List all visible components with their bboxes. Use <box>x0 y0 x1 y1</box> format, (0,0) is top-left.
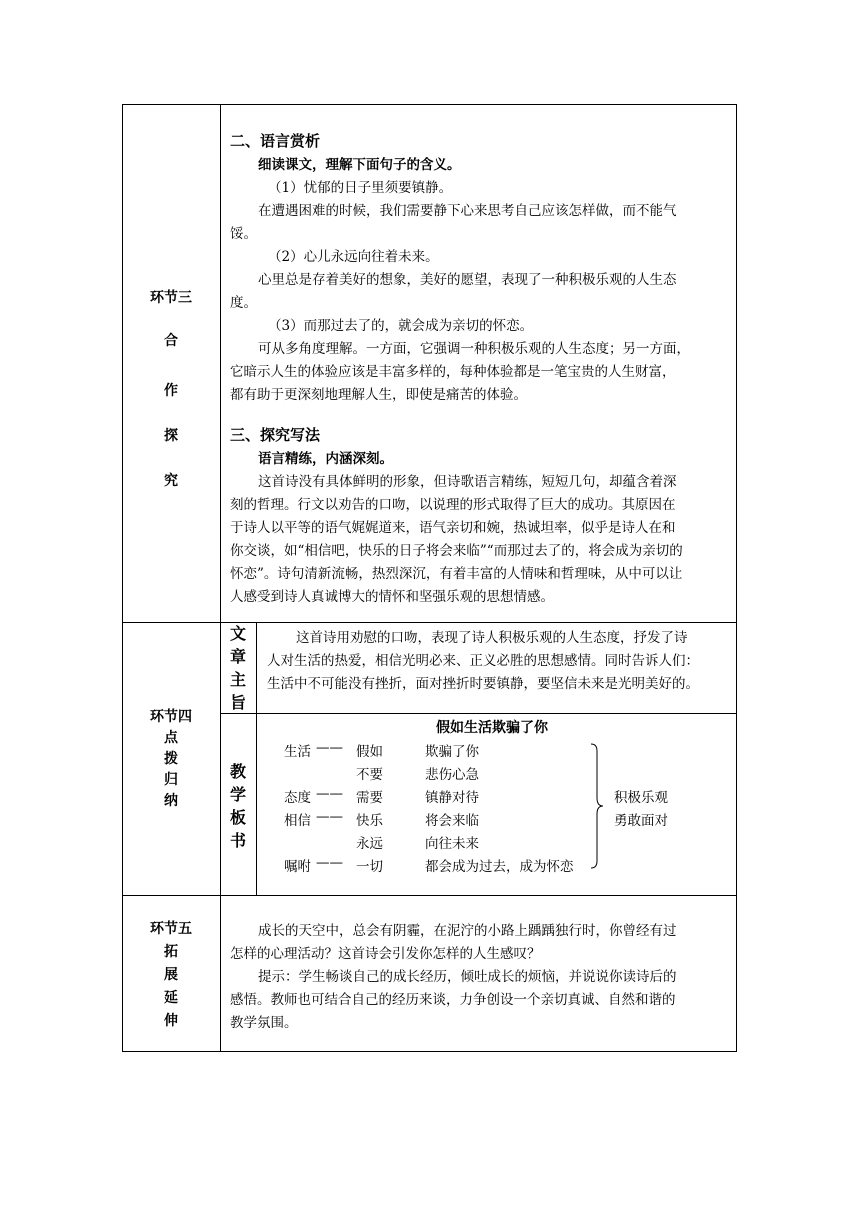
stage-char: 合 <box>164 333 178 349</box>
answer-3-line: 都有助于更深刻地理解人生，即使是痛苦的体验。 <box>230 387 527 403</box>
row-divider-theme <box>220 713 737 714</box>
writing-analysis-line: 怀恋”。诗句清新流畅，热烈深沉，有着丰富的人情味和哲理味，从中可以让 <box>230 566 683 582</box>
board-desc: 镇静对待 <box>425 790 479 806</box>
board-word: 永远 <box>356 836 383 852</box>
writing-analysis-line: 你交谈，如“相信吧，快乐的日子将会来临”“而那过去了的，将会成为亲切的 <box>230 543 683 559</box>
board-dash: —— <box>316 740 343 756</box>
answer-2-line: 度。 <box>230 295 257 311</box>
board-desc: 向往未来 <box>425 836 479 852</box>
theme-line: 这首诗用劝慰的口吻，表现了诗人积极乐观的人生态度，抒发了诗 <box>296 630 688 646</box>
board-desc: 欺骗了你 <box>425 744 479 760</box>
theme-line: 生活中不可能没有挫折，面对挫折时要镇静，要坚信未来是光明美好的。 <box>267 676 699 692</box>
question-1: （1）忧郁的日子里须要镇静。 <box>268 180 453 196</box>
stage-char: 延 <box>164 990 178 1006</box>
writing-analysis-line: 这首诗没有具体鲜明的形象，但诗歌语言精练，短短几句，却蕴含着深 <box>258 474 677 490</box>
board-label-char: 板 <box>229 808 246 827</box>
stage-char: 探 <box>164 428 178 444</box>
label-column-divider <box>220 104 221 1052</box>
section-subtitle: 语言精练，内涵深刻。 <box>258 451 393 467</box>
board-dash: —— <box>316 809 343 825</box>
board-label-char: 教 <box>229 762 246 781</box>
writing-analysis-line: 于诗人以平等的语气娓娓道来，语气亲切和婉，热诚坦率，似乎是诗人在和 <box>230 520 676 536</box>
board-dash: —— <box>316 786 343 802</box>
stage-char: 拓 <box>164 944 178 960</box>
board-word: 一切 <box>356 859 383 875</box>
writing-analysis-line: 人感受到诗人真诚博大的情怀和坚强乐观的思想情感。 <box>230 589 554 605</box>
board-key: 嘱咐 <box>284 859 311 875</box>
section-title: 三、探究写法 <box>230 426 321 444</box>
board-key: 相信 <box>284 813 311 829</box>
extension-line: 怎样的心理活动？这首诗会引发你怎样的人生感叹？ <box>230 946 541 962</box>
board-desc: 都会成为过去，成为怀恋 <box>425 859 574 875</box>
writing-analysis-line: 刻的哲理。行文以劝告的口吻，以说理的形式取得了巨大的成功。其原因在 <box>230 497 676 513</box>
stage-name: 环节四 <box>150 709 192 725</box>
theme-label-char: 章 <box>229 647 246 666</box>
answer-3-line: 可从多角度理解。一方面，它强调一种积极乐观的人生态度；另一方面， <box>258 341 690 357</box>
row-divider-stage4 <box>122 895 737 896</box>
board-key: 态度 <box>284 790 311 806</box>
board-desc: 将会来临 <box>425 813 479 829</box>
stage-char: 展 <box>164 967 178 983</box>
stage-char: 点 <box>164 730 178 746</box>
board-dash: —— <box>316 855 343 871</box>
theme-label-char: 文 <box>229 624 246 643</box>
extension-line: 感悟。教师也可结合自己的经历来谈，力争创设一个亲切真诚、自然和谐的 <box>230 992 676 1008</box>
answer-3-line: 它暗示人生的体验应该是丰富多样的，每种体验都是一笔宝贵的人生财富， <box>230 364 676 380</box>
theme-label-char: 主 <box>229 670 246 689</box>
stage-char: 拨 <box>164 751 178 767</box>
extension-line: 成长的天空中，总会有阴霾，在泥泞的小路上踽踽独行时，你曾经有过 <box>258 923 677 939</box>
board-title: 假如生活欺骗了你 <box>436 720 548 736</box>
stage-char: 伸 <box>164 1013 178 1029</box>
board-word: 假如 <box>356 744 383 760</box>
stage-name: 环节五 <box>150 921 192 937</box>
board-word: 不要 <box>356 767 383 783</box>
answer-1-line: 在遭遇困难的时候，我们需要静下心来思考自己应该怎样做，而不能气 <box>258 203 677 219</box>
board-word: 需要 <box>356 790 383 806</box>
stage-char: 究 <box>164 473 178 489</box>
board-label-char: 书 <box>229 831 246 850</box>
extension-line: 提示：学生畅谈自己的成长经历，倾吐成长的烦恼，并说说你读诗后的 <box>258 969 677 985</box>
stage-char: 归 <box>164 772 178 788</box>
answer-1-line: 馁。 <box>230 226 257 242</box>
question-3: （3）而那过去了的，就会成为亲切的怀恋。 <box>268 318 534 334</box>
answer-2-line: 心里总是存着美好的想象，美好的愿望，表现了一种积极乐观的人生态 <box>258 272 677 288</box>
row-divider-stage3 <box>122 622 737 623</box>
board-summary: 勇敢面对 <box>614 813 668 829</box>
board-brace-icon <box>590 743 604 869</box>
board-word: 快乐 <box>356 813 383 829</box>
section-subtitle: 细读课文，理解下面句子的含义。 <box>258 157 461 173</box>
stage-name: 环节三 <box>150 290 192 306</box>
theme-label-char: 旨 <box>229 693 246 712</box>
board-key: 生活 <box>284 744 311 760</box>
question-2: （2）心儿永远向往着未来。 <box>268 249 439 265</box>
board-desc: 悲伤心急 <box>425 767 479 783</box>
sublabel-column-divider <box>256 622 257 895</box>
stage-char: 纳 <box>164 793 178 809</box>
section-title: 二、语言赏析 <box>230 132 321 150</box>
board-label-char: 学 <box>229 785 246 804</box>
board-summary: 积极乐观 <box>614 790 668 806</box>
theme-line: 人对生活的热爱，相信光明必来、正义必胜的思想感情。同时告诉人们： <box>267 653 699 669</box>
extension-line: 教学氛围。 <box>230 1015 298 1031</box>
stage-char: 作 <box>164 383 178 399</box>
